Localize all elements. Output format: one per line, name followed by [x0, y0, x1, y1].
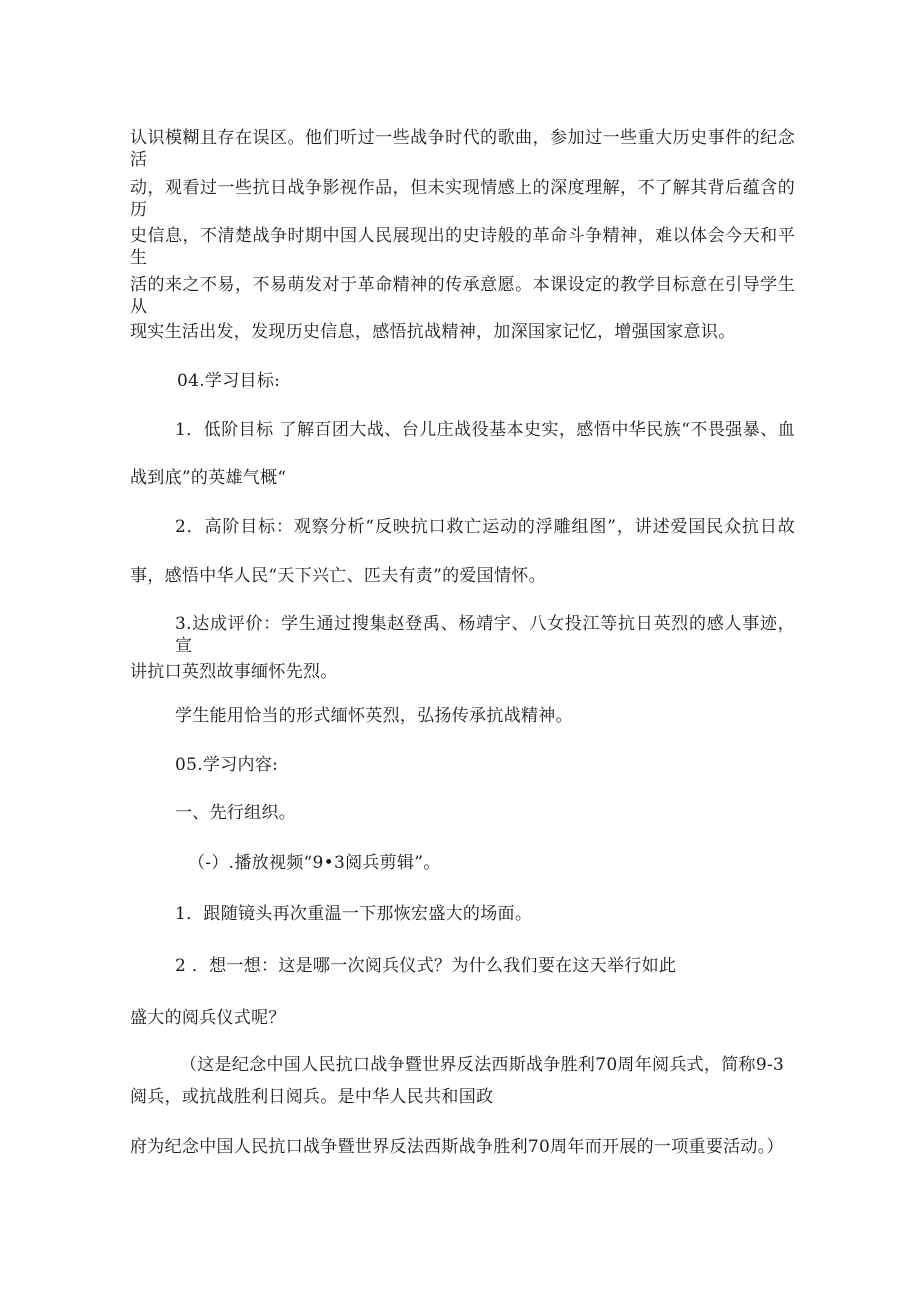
section-05-heading: 05.学习内容:: [175, 755, 279, 775]
video-item: （-）.播放视频“9•3阅兵剪辑”。: [188, 853, 441, 873]
step-2: 2 ．想一想：这是哪一次阅兵仪式？为什么我们要在这天举行如此: [175, 956, 677, 976]
answer-line-2: 阅兵，或抗战胜利日阅兵。是中华人民共和国政: [130, 1087, 494, 1107]
goal-2-line-2: 事，感悟中华人民“天下兴亡、匹夫有责”的爱国情怀。: [130, 566, 546, 586]
part-1-heading: 一、先行组织。: [175, 803, 297, 823]
goal-note: 学生能用恰当的形式缅怀英烈，弘扬传承抗战精神。: [175, 706, 573, 726]
intro-line-3: 史信息，不清楚战争时期中国人民展现出的史诗般的革命斗争精神，难以体会今天和平生: [130, 226, 795, 268]
answer-line-3: 府为纪念中国人民抗口战争暨世界反法西斯战争胜利70周年而开展的一项重要活动。）: [130, 1137, 784, 1157]
intro-line-1: 认识模糊且存在误区。他们听过一些战争时代的歌曲，参加过一些重大历史事件的纪念活: [130, 128, 795, 170]
step-1: 1．跟随镜头再次重温一下那恢宏盛大的场面。: [175, 904, 533, 924]
section-04-heading: 04.学习目标:: [177, 371, 281, 391]
step-2-continued: 盛大的阅兵仪式呢？: [130, 1008, 286, 1028]
intro-line-4: 活的来之不易，不易萌发对于革命精神的传承意愿。本课设定的教学目标意在引导学生从: [130, 275, 795, 317]
goal-2-line-1: 2．高阶目标：观察分析“反映抗口救亡运动的浮雕组图”，讲述爱国民众抗日故: [175, 517, 795, 537]
goal-1-line-1: 1．低阶目标 了解百团大战、台儿庄战役基本史实，感悟中华民族“不畏强暴、血: [175, 420, 795, 440]
intro-line-5: 现实生活出发，发现历史信息，感悟抗战精神，加深国家记忆，增强国家意识。: [130, 322, 736, 342]
answer-line-1: （这是纪念中国人民抗口战争暨世界反法西斯战争胜利70周年阅兵式，简称9-3: [180, 1055, 785, 1075]
goal-3-line-1: 3.达成评价：学生通过搜集赵登禹、杨靖宇、八女投江等抗日英烈的感人事迹，宣: [175, 614, 795, 656]
goal-1-line-2: 战到底”的英雄气概“: [130, 468, 287, 488]
goal-3-line-2: 讲抗口英烈故事缅怀先烈。: [130, 662, 338, 682]
intro-line-2: 动，观看过一些抗日战争影视作品，但未实现情感上的深度理解，不了解其背后蕴含的历: [130, 178, 795, 220]
